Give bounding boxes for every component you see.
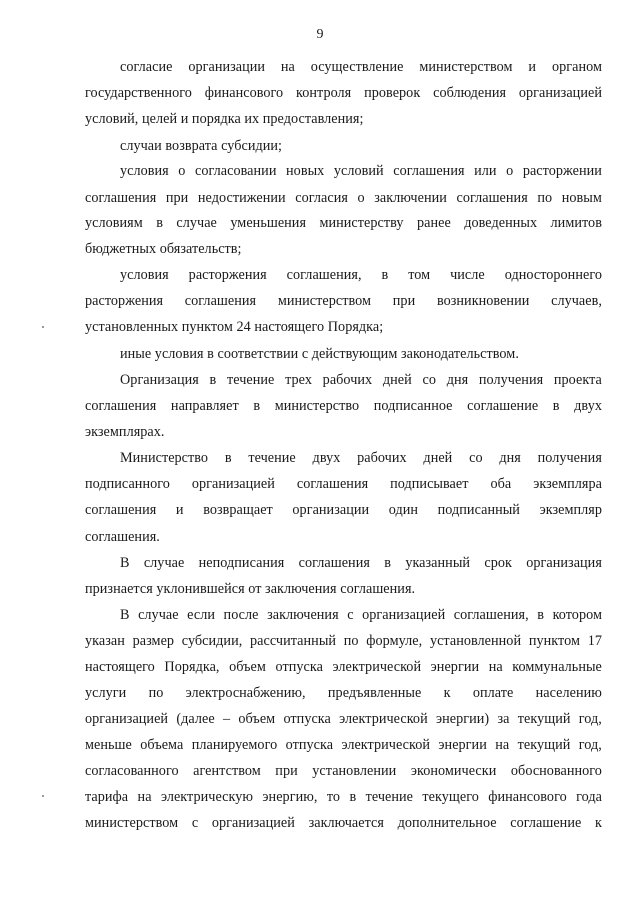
word: тарифа: [85, 789, 129, 805]
word: отпуска: [283, 711, 331, 727]
word: отпуска: [285, 737, 334, 753]
word: обоснованного: [510, 763, 602, 779]
word: то: [326, 789, 341, 805]
word: настоящего: [85, 659, 155, 675]
text-line: [85, 709, 602, 729]
word: указан: [85, 633, 125, 649]
word: направляет: [170, 398, 239, 414]
word: в: [209, 372, 217, 388]
word: дня: [499, 450, 521, 466]
word: министерством: [277, 293, 372, 309]
word: в: [552, 398, 560, 414]
word: энергии: [438, 737, 487, 753]
word: течение: [365, 789, 414, 805]
word: размер: [132, 633, 175, 649]
word: возвращает: [203, 502, 273, 518]
word: на: [280, 59, 295, 75]
word: организацией: [362, 607, 446, 623]
word: –: [222, 711, 231, 727]
word: в: [224, 450, 232, 466]
word: к: [443, 685, 451, 701]
word: объем: [238, 711, 276, 727]
word: текущий: [517, 711, 571, 727]
text-line: установленных пунктом 24 настоящего Порядка;: [85, 319, 384, 335]
word: электрическую: [160, 789, 254, 805]
word: оба: [490, 476, 512, 492]
word: соглашение: [467, 398, 539, 414]
word: подписанного: [85, 476, 170, 492]
text-line: иные условия в соответствии с действующим законодательством.: [120, 346, 519, 362]
word: за: [497, 711, 510, 727]
word: отпуска: [275, 659, 323, 675]
word: по: [148, 685, 164, 701]
word: экземпляра: [533, 476, 602, 492]
word: лимитов: [550, 215, 602, 231]
word: с: [347, 607, 354, 623]
word: на: [488, 659, 503, 675]
word: агентством: [193, 763, 261, 779]
text-line: [120, 370, 602, 390]
word: организации: [188, 59, 266, 75]
word: Министерство: [120, 450, 209, 466]
word: электрической: [332, 659, 422, 675]
word: в: [253, 398, 261, 414]
text-line: [85, 83, 602, 103]
text-line: случаи возврата субсидии;: [120, 138, 283, 154]
word: согласовании: [195, 163, 277, 179]
word: соглашения: [85, 502, 157, 518]
word: электроснабжению,: [185, 685, 306, 701]
text-line: [85, 657, 602, 677]
word: о: [178, 163, 186, 179]
word: котором: [552, 607, 602, 623]
word: заключается: [308, 815, 384, 831]
text-line: [85, 735, 602, 755]
word: получения: [478, 372, 544, 388]
word: и: [175, 502, 184, 518]
word: ранее: [416, 215, 451, 231]
word: электрической: [339, 711, 428, 727]
word: течение: [248, 450, 296, 466]
word: уменьшения: [230, 215, 307, 231]
word: указанный: [405, 555, 471, 571]
text-line: [85, 396, 602, 416]
word: проекта: [553, 372, 602, 388]
word: двух: [312, 450, 341, 466]
word: (далее: [176, 711, 215, 727]
word: на: [495, 737, 510, 753]
word: соглашения: [456, 190, 528, 206]
word: электрической: [341, 737, 431, 753]
text-line: [85, 631, 602, 651]
word: соглашения,: [453, 607, 529, 623]
word: формуле,: [366, 633, 423, 649]
word: возникновении: [436, 293, 530, 309]
word: заключения: [267, 607, 339, 623]
word: 17: [587, 633, 602, 649]
word: соглашения: [296, 476, 369, 492]
word: со: [422, 372, 436, 388]
word: населению: [535, 685, 602, 701]
word: год,: [578, 737, 602, 753]
word: том: [408, 267, 431, 283]
word: финансового: [488, 789, 567, 805]
word: согласие: [120, 59, 173, 75]
text-line: [120, 57, 602, 77]
word: в: [381, 267, 389, 283]
word: дней: [382, 372, 412, 388]
word: о: [506, 163, 514, 179]
text-line: [85, 213, 602, 233]
word: согласия: [295, 190, 348, 206]
text-line: экземплярах.: [85, 424, 165, 440]
word: дополнительное: [397, 815, 497, 831]
word: государственного: [85, 85, 192, 101]
word: новых: [286, 163, 325, 179]
scan-speck: [42, 326, 44, 328]
word: недостижении: [197, 190, 286, 206]
text-line: [85, 188, 602, 208]
text-line: [85, 474, 602, 494]
word: министерством: [85, 815, 179, 831]
word: срок: [484, 555, 512, 571]
word: после: [223, 607, 259, 623]
word: контроля: [296, 85, 352, 101]
word: финансового: [204, 85, 284, 101]
word: заключении: [374, 190, 447, 206]
word: при: [275, 763, 298, 779]
word: дней: [423, 450, 453, 466]
word: организацией: [518, 85, 602, 101]
word: энергию,: [262, 789, 318, 805]
word: числе: [450, 267, 485, 283]
word: оплате: [472, 685, 514, 701]
word: текущего: [422, 789, 479, 805]
word: министерством: [419, 59, 513, 75]
word: расторжении: [522, 163, 602, 179]
word: министерству: [319, 215, 404, 231]
word: энергии: [430, 659, 480, 675]
text-line: [85, 761, 602, 781]
word: экономически: [410, 763, 497, 779]
text-line: [85, 683, 602, 703]
word: объем: [229, 659, 266, 675]
word: расторжения: [85, 293, 164, 309]
word: трех: [285, 372, 312, 388]
word: соглашения: [393, 163, 465, 179]
word: текущий: [517, 737, 571, 753]
word: соглашения: [85, 190, 157, 206]
text-line: [120, 448, 602, 468]
text-line: [85, 787, 602, 807]
word: установлении: [312, 763, 397, 779]
word: течение: [226, 372, 275, 388]
word: рассчитанный: [250, 633, 337, 649]
word: согласованного: [85, 763, 179, 779]
word: организацией: [211, 815, 295, 831]
word: соглашения,: [286, 267, 362, 283]
word: по: [343, 633, 359, 649]
word: новым: [561, 190, 602, 206]
scan-speck: [42, 795, 44, 797]
word: при: [392, 293, 416, 309]
word: случае: [138, 607, 179, 623]
word: проверок: [364, 85, 421, 101]
text-line: [85, 813, 602, 833]
word: соблюдения: [433, 85, 507, 101]
text-line: условий, целей и порядка их предоставления;: [85, 111, 364, 127]
word: двух: [574, 398, 602, 414]
word: на: [137, 789, 152, 805]
page-number: 9: [316, 27, 324, 42]
text-line: [85, 500, 602, 520]
word: по: [537, 190, 553, 206]
text-line: признается уклонившейся от заключения соглашения.: [85, 581, 416, 597]
word: в: [537, 607, 544, 623]
word: организацией: [85, 711, 169, 727]
word: рабочих: [357, 450, 407, 466]
word: условиям: [85, 215, 143, 231]
text-line: соглашения.: [85, 529, 160, 545]
word: в: [349, 789, 357, 805]
word: подписывает: [390, 476, 469, 492]
word: с: [191, 815, 199, 831]
word: или: [474, 163, 497, 179]
word: года: [576, 789, 602, 805]
word: осуществление: [310, 59, 404, 75]
word: организацией: [191, 476, 275, 492]
word: Организация: [120, 372, 199, 388]
word: В: [120, 555, 130, 571]
word: В: [120, 607, 130, 623]
word: объема: [140, 737, 184, 753]
word: соглашение: [510, 815, 582, 831]
word: органом: [551, 59, 602, 75]
word: соглашения: [298, 555, 370, 571]
text-line: бюджетных обязательств;: [85, 241, 242, 257]
word: со: [469, 450, 483, 466]
word: экземпляр: [539, 502, 602, 518]
word: условия: [120, 163, 169, 179]
word: один: [388, 502, 419, 518]
word: подписанный: [437, 502, 520, 518]
text-line: [120, 265, 602, 285]
word: случае: [143, 555, 185, 571]
word: подписанное: [373, 398, 453, 414]
word: министерство: [274, 398, 360, 414]
word: условий: [333, 163, 384, 179]
word: пунктом: [528, 633, 580, 649]
word: рабочих: [322, 372, 373, 388]
word: к: [594, 815, 602, 831]
word: в: [156, 215, 163, 231]
word: субсидии,: [181, 633, 243, 649]
word: услуги: [85, 685, 127, 701]
word: расторжения: [188, 267, 267, 283]
word: доведенных: [464, 215, 538, 231]
word: если: [187, 607, 215, 623]
text-line: [120, 161, 602, 181]
word: дня: [446, 372, 469, 388]
word: неподписания: [198, 555, 285, 571]
word: предъявленные: [327, 685, 422, 701]
word: в: [384, 555, 391, 571]
word: одностороннего: [504, 267, 602, 283]
word: коммунальные: [512, 659, 602, 675]
word: установленной: [429, 633, 522, 649]
text-line: [120, 605, 602, 625]
text-line: [85, 291, 602, 311]
word: при: [165, 190, 189, 206]
word: получения: [537, 450, 602, 466]
word: соглашения: [184, 293, 257, 309]
word: организация: [526, 555, 602, 571]
word: организации: [292, 502, 370, 518]
word: случае: [176, 215, 217, 231]
word: планируемого: [191, 737, 278, 753]
word: меньше: [85, 737, 132, 753]
word: соглашения: [85, 398, 157, 414]
word: о: [357, 190, 365, 206]
word: энергии): [436, 711, 490, 727]
word: случаев,: [551, 293, 602, 309]
word: условия: [120, 267, 169, 283]
text-line: [120, 553, 602, 573]
word: и: [528, 59, 537, 75]
word: год,: [578, 711, 602, 727]
word: Порядка,: [164, 659, 220, 675]
